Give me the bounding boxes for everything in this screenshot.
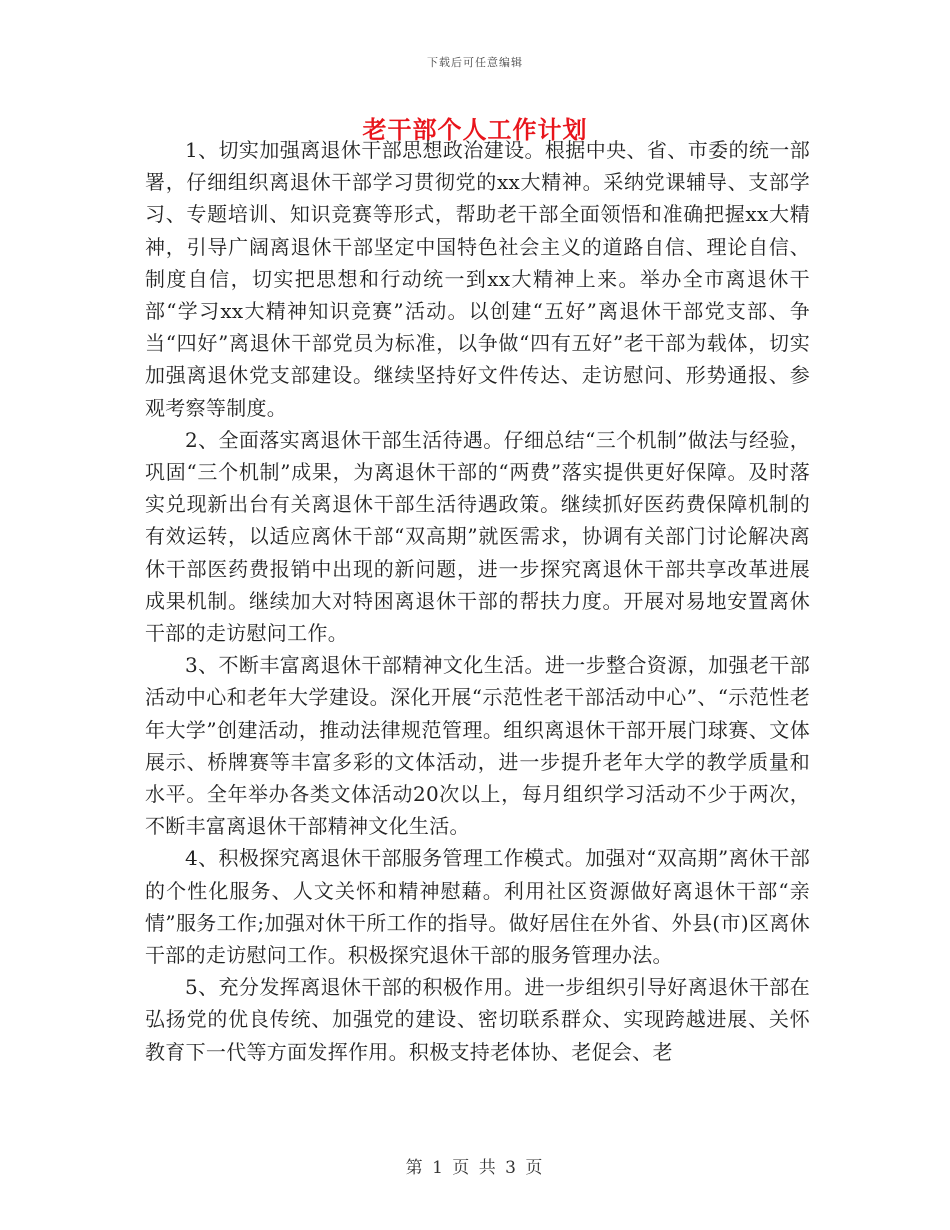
document-title: 老干部个人工作计划 — [362, 115, 588, 144]
header-note: 下载后可任意编辑 — [427, 56, 523, 69]
paragraph-5: 5、充分发挥离退休干部的积极作用。进一步组织引导好离退休干部在弘扬党的优良传统、加强党的建设、密切联系群众、实现跨越进展、关怀教育下一代等方面发挥作用。积极支持老体协、老促会、老 — [145, 975, 810, 1064]
paragraph-1: 1、切实加强离退休干部思想政治建设。根据中央、省、市委的统一部署，仔细组织离退休干部学习贯彻党的xx大精神。采纳党课辅导、支部学习、专题培训、知识竞赛等形式，帮助老干部全面领悟和准确把握xx大精神，引导广阔离退休干部坚定中国特色社会主义的道路自信、理论自信、制度自信，切实把思想和行动统一到xx大精神上来。举办全市离退休干部“学习xx大精神知识竞赛”活动。以创建“五好”离退休干部党支部、争当“四好”离退休干部党员为标准，以争做“四有五好”老干部为载体，切实加强离退休党支部建设。继续坚持好文件传达、走访慰问、形势通报、参观考察等制度。 — [145, 138, 810, 420]
paragraph-2: 2、全面落实离退休干部生活待遇。仔细总结“三个机制”做法与经验，巩固“三个机制”成果，为离退休干部的“两费”落实提供更好保障。及时落实兑现新出台有关离退休干部生活待遇政策。继续抓好医药费保障机制的有效运转，以适应离休干部“双高期”就医需求，协调有关部门讨论解决离休干部医药费报销中出现的新问题，进一步探究离退休干部共享改革进展成果机制。继续加大对特困离退休干部的帮扶力度。开展对易地安置离休干部的走访慰问工作。 — [145, 427, 810, 646]
paragraph-3: 3、不断丰富离退休干部精神文化生活。进一步整合资源，加强老干部活动中心和老年大学建设。深化开展“示范性老干部活动中心”、“示范性老年大学”创建活动，推动法律规范管理。组织离退休干部开展门球赛、文体展示、桥牌赛等丰富多彩的文体活动，进一步提升老年大学的教学质量和水平。全年举办各类文体活动20次以上，每月组织学习活动不少于两次，不断丰富离退休干部精神文化生活。 — [145, 653, 810, 839]
paragraph-4: 4、积极探究离退休干部服务管理工作模式。加强对“双高期”离休干部的个性化服务、人文关怀和精神慰藉。利用社区资源做好离退休干部“亲情”服务工作;加强对休干所工作的指导。做好居住在外省、外县(市)区离休干部的走访慰问工作。积极探究退休干部的服务管理办法。 — [145, 846, 810, 968]
page-number-footer: 第 1 页 共 3 页 — [405, 1158, 545, 1178]
document-body — [145, 134, 810, 1068]
